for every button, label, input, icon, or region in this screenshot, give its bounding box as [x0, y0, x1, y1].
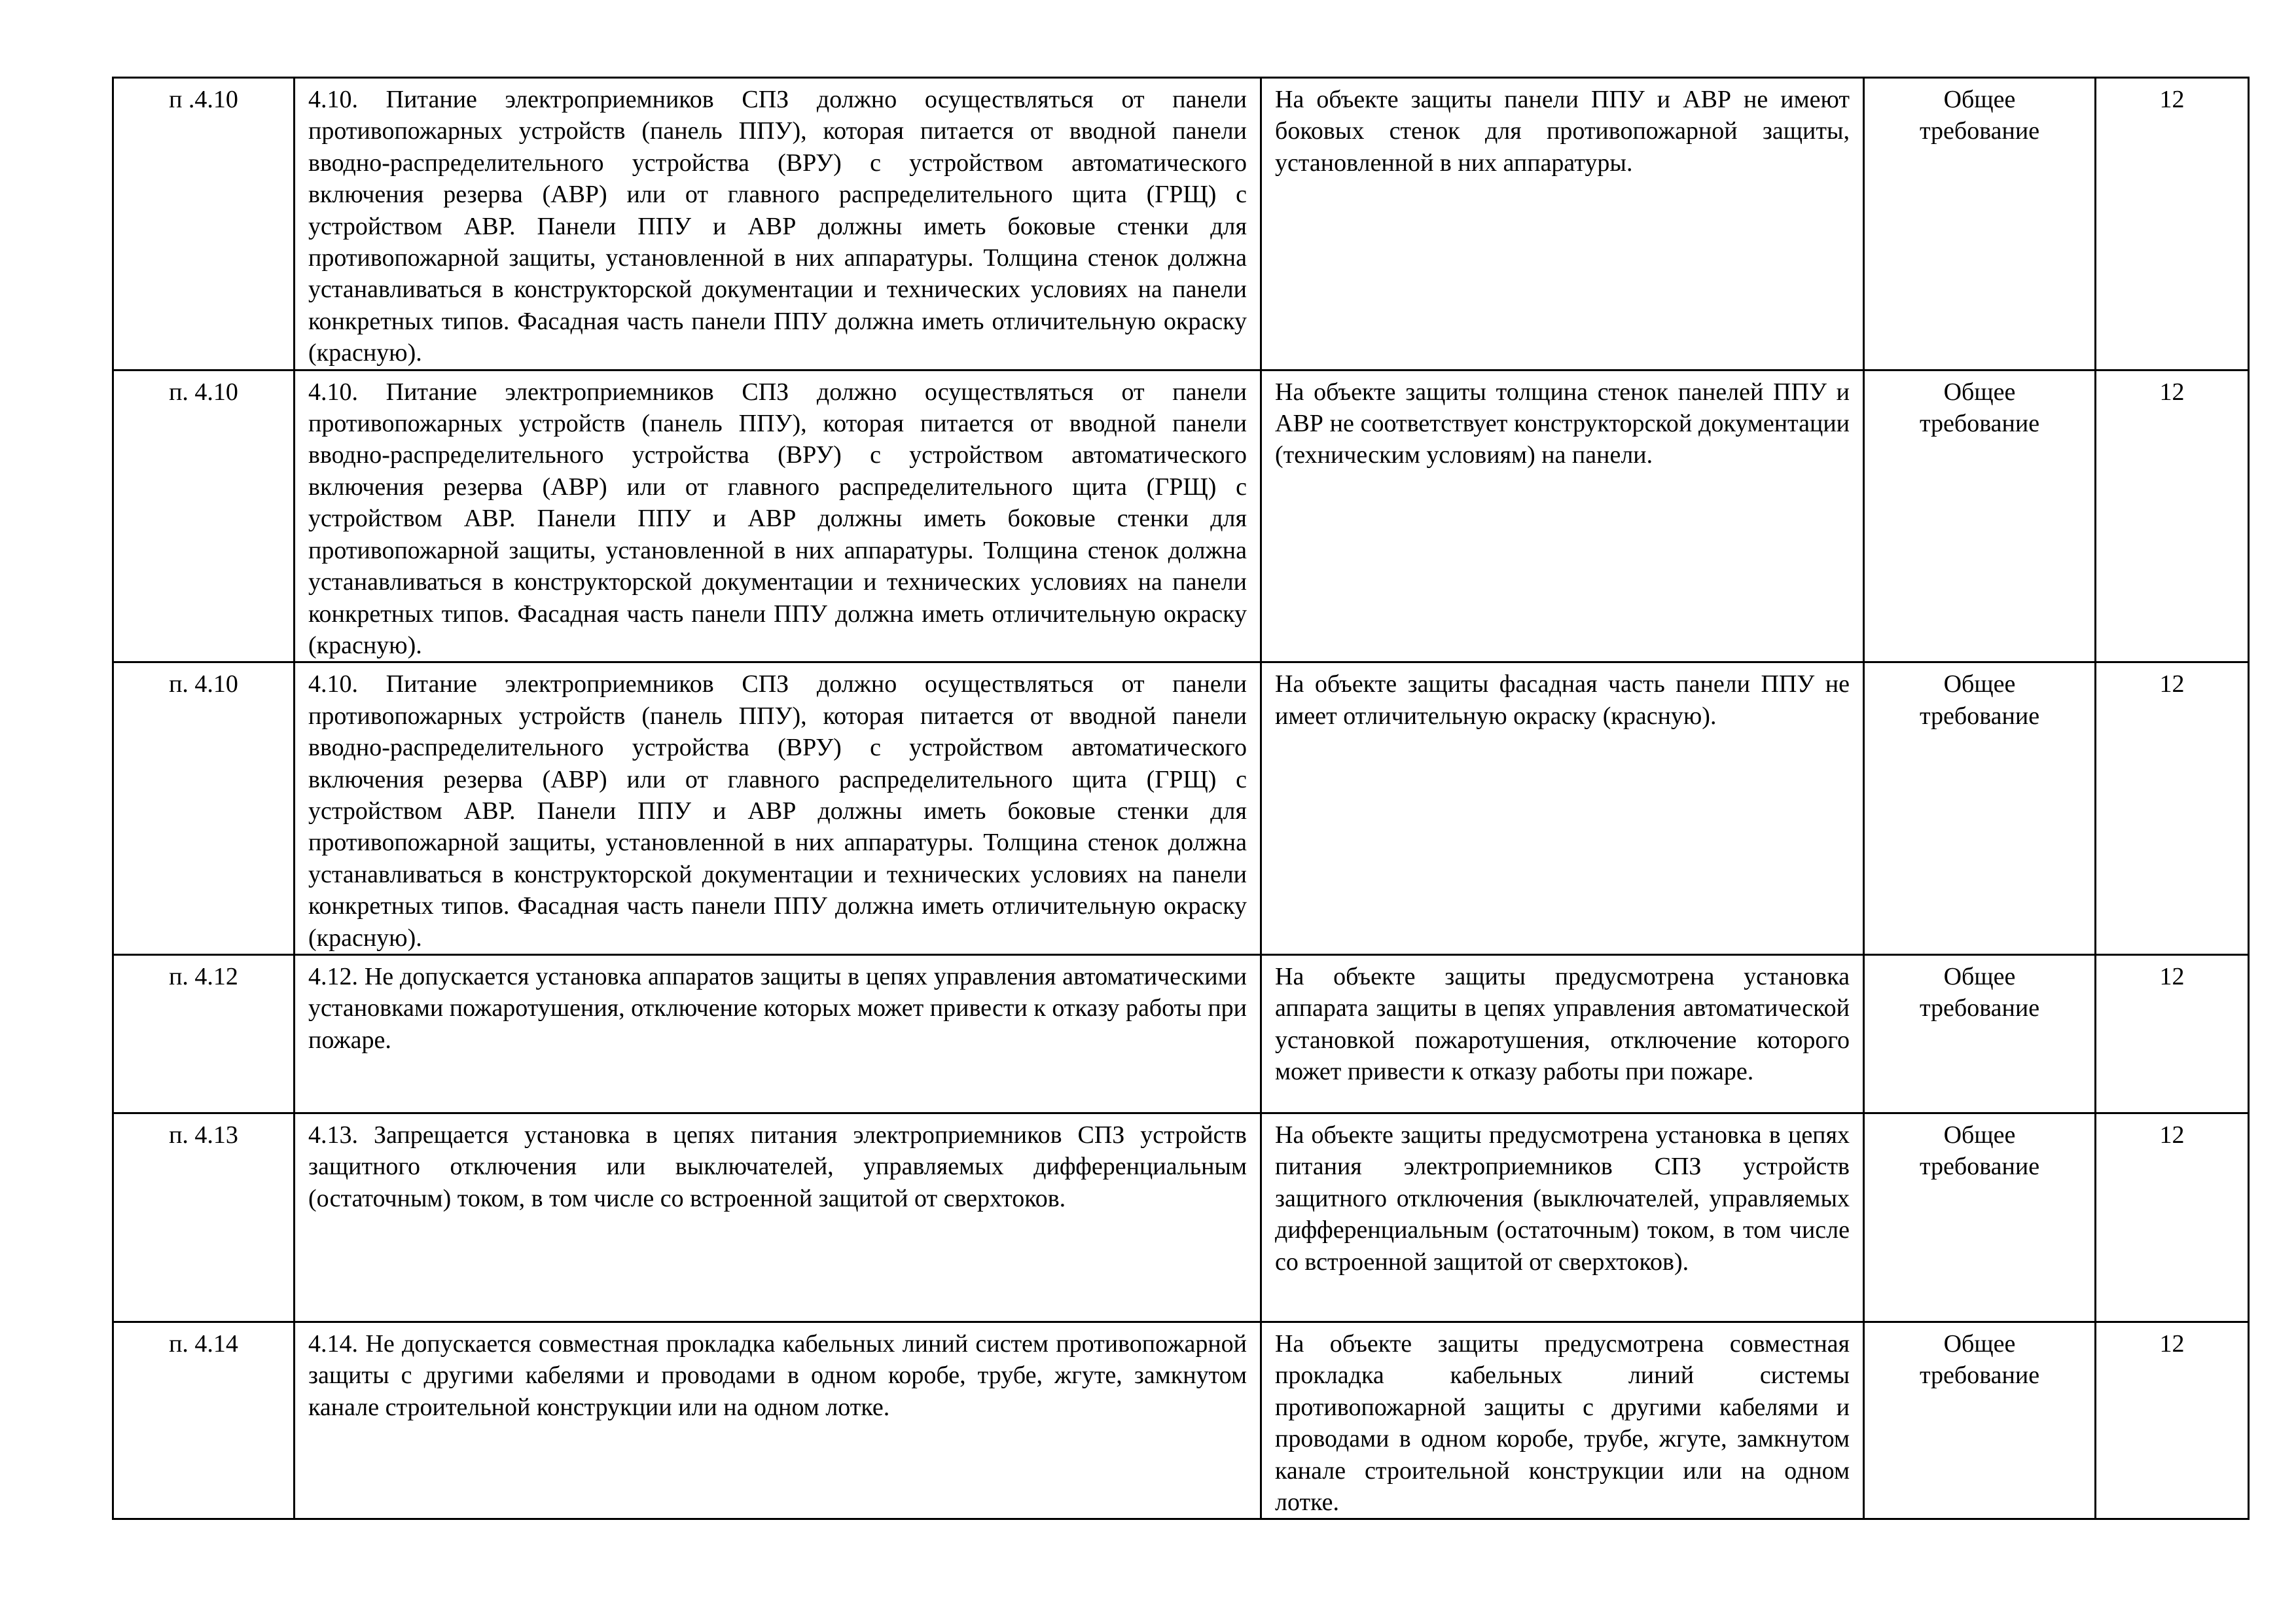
row-number: 12	[2096, 78, 2249, 370]
row-number: 12	[2096, 1322, 2249, 1519]
row-number: 12	[2096, 1113, 2249, 1322]
row-number: 12	[2096, 370, 2249, 662]
requirement-category	[1864, 1113, 2096, 1322]
violation-text: На объекте защиты предусмотрена установка аппарата защиты в цепях управления автоматической установкой пожаротушения, отключение которого может привести к отказу работы при пожаре.	[1261, 954, 1864, 1113]
category-line-2: требование	[1919, 702, 2040, 730]
category-line-2: требование	[1919, 1153, 2040, 1181]
requirement-text: 4.10. Питание электроприемников СПЗ должно осуществляться от панели противопожарных устройств (панель ППУ), которая питается от вводной панели вводно-распределительного устройства (ВРУ) с устройством автоматического включения резерва (АВР) или от главного распределительного щита (ГРЩ) с устройством АВР. Панели ППУ и АВР должны иметь боковые стенки для противопожарной защиты, установленной в них аппаратуры. Толщина стенок должна устанавливаться в конструкторской документации и технических условиях на панели конкретных типов. Фасадная часть панели ППУ должна иметь отличительную окраску (красную).	[295, 78, 1261, 370]
category-line-1: Общее	[1943, 962, 2016, 990]
requirement-category	[1864, 78, 2096, 370]
table-row	[113, 1322, 2249, 1519]
requirements-table	[112, 77, 2250, 1520]
clause-reference: п. 4.14	[113, 1322, 295, 1519]
clause-reference: п. 4.13	[113, 1113, 295, 1322]
violation-text: На объекте защиты толщина стенок панелей ППУ и АВР не соответствует конструкторской документации (техническим условиям) на панели.	[1261, 370, 1864, 662]
category-line-2: требование	[1919, 117, 2040, 145]
requirement-text: 4.14. Не допускается совместная прокладка кабельных линий систем противопожарной защиты с другими кабелями и проводами в одном коробе, трубе, жгуте, замкнутом канале строительной конструкции или на одном лотке.	[295, 1322, 1261, 1519]
clause-reference: п .4.10	[113, 78, 295, 370]
category-line-2: требование	[1919, 1362, 2040, 1390]
requirement-text: 4.12. Не допускается установка аппаратов защиты в цепях управления автоматическими установками пожаротушения, отключение которых может привести к отказу работы при пожаре.	[295, 954, 1261, 1113]
requirement-category	[1864, 954, 2096, 1113]
table-row	[113, 78, 2249, 370]
violation-text: На объекте защиты панели ППУ и АВР не имеют боковых стенок для противопожарной защиты, установленной в них аппаратуры.	[1261, 78, 1864, 370]
requirement-text: 4.13. Запрещается установка в цепях питания электроприемников СПЗ устройств защитного отключения или выключателей, управляемых дифференциальным (остаточным) током, в том числе со встроенной защитой от сверхтоков.	[295, 1113, 1261, 1322]
requirement-text: 4.10. Питание электроприемников СПЗ должно осуществляться от панели противопожарных устройств (панель ППУ), которая питается от вводной панели вводно-распределительного устройства (ВРУ) с устройством автоматического включения резерва (АВР) или от главного распределительного щита (ГРЩ) с устройством АВР. Панели ППУ и АВР должны иметь боковые стенки для противопожарной защиты, установленной в них аппаратуры. Толщина стенок должна устанавливаться в конструкторской документации и технических условиях на панели конкретных типов. Фасадная часть панели ППУ должна иметь отличительную окраску (красную).	[295, 662, 1261, 955]
category-line-1: Общее	[1943, 1329, 2016, 1358]
requirement-category	[1864, 662, 2096, 955]
violation-text: На объекте защиты фасадная часть панели ППУ не имеет отличительную окраску (красную).	[1261, 662, 1864, 955]
clause-reference: п. 4.10	[113, 662, 295, 955]
row-number: 12	[2096, 662, 2249, 955]
table-row	[113, 662, 2249, 955]
clause-reference: п. 4.10	[113, 370, 295, 662]
requirement-category	[1864, 1322, 2096, 1519]
table-row	[113, 954, 2249, 1113]
requirement-text: 4.10. Питание электроприемников СПЗ должно осуществляться от панели противопожарных устройств (панель ППУ), которая питается от вводной панели вводно-распределительного устройства (ВРУ) с устройством автоматического включения резерва (АВР) или от главного распределительного щита (ГРЩ) с устройством АВР. Панели ППУ и АВР должны иметь боковые стенки для противопожарной защиты, установленной в них аппаратуры. Толщина стенок должна устанавливаться в конструкторской документации и технических условиях на панели конкретных типов. Фасадная часть панели ППУ должна иметь отличительную окраску (красную).	[295, 370, 1261, 662]
clause-reference: п. 4.12	[113, 954, 295, 1113]
row-number: 12	[2096, 954, 2249, 1113]
table-row	[113, 370, 2249, 662]
category-line-2: требование	[1919, 994, 2040, 1022]
table-row	[113, 1113, 2249, 1322]
category-line-1: Общее	[1943, 378, 2016, 406]
violation-text: На объекте защиты предусмотрена установка в цепях питания электроприемников СПЗ устройств защитного отключения (выключателей, управляемых дифференциальным (остаточным) током, в том числе со встроенной защитой от сверхтоков).	[1261, 1113, 1864, 1322]
category-line-1: Общее	[1943, 86, 2016, 113]
violation-text: На объекте защиты предусмотрена совместная прокладка кабельных линий системы противопожарной защиты с другими кабелями и проводами в одном коробе, трубе, жгуте, замкнутом канале строительной конструкции или на одном лотке.	[1261, 1322, 1864, 1519]
category-line-1: Общее	[1943, 670, 2016, 698]
category-line-1: Общее	[1943, 1121, 2016, 1149]
requirement-category	[1864, 370, 2096, 662]
category-line-2: требование	[1919, 410, 2040, 438]
